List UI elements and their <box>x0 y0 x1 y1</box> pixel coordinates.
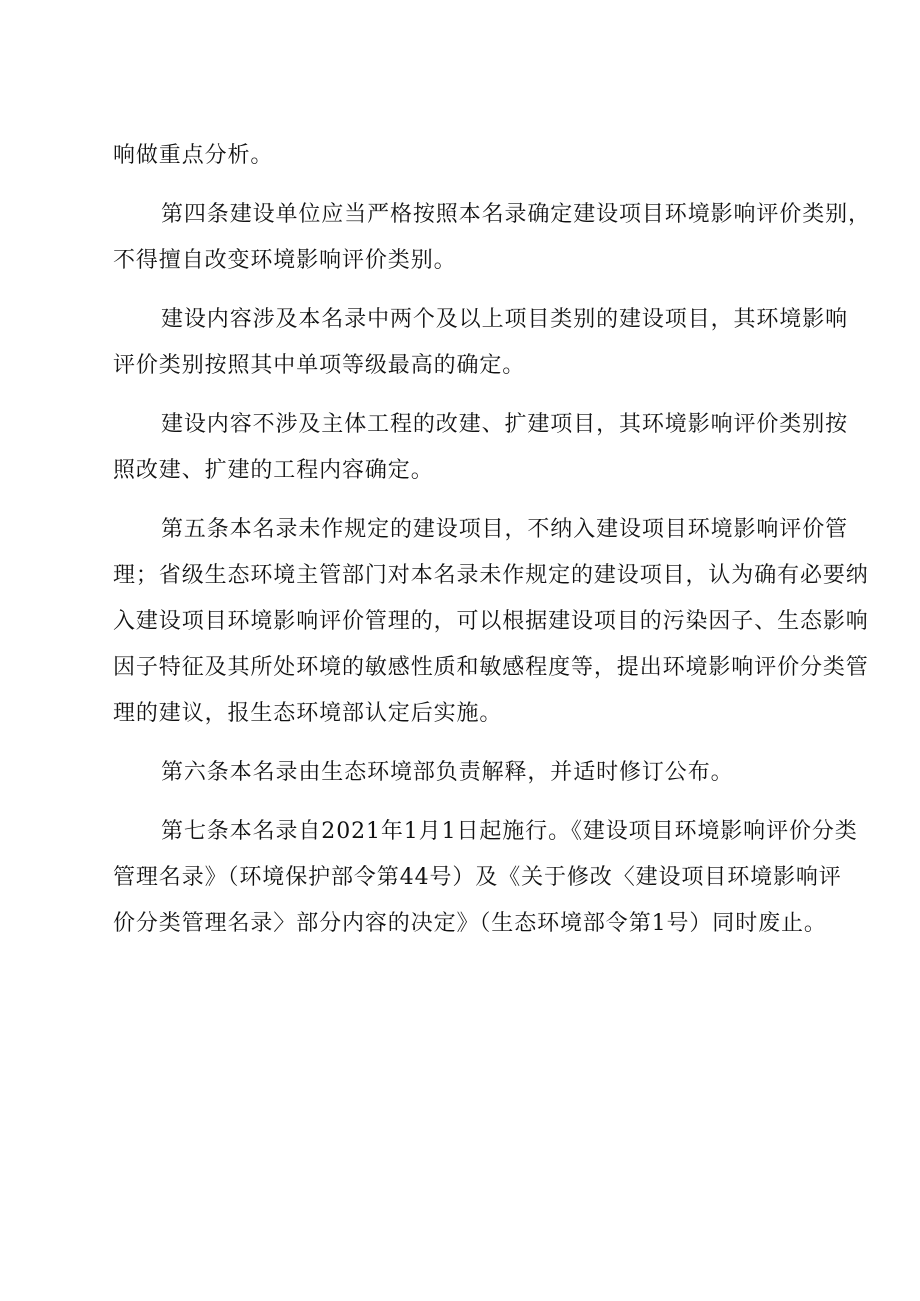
text-line: 评价类别按照其中单项等级最高的确定。 <box>113 353 526 378</box>
text-line: 因子特征及其所处环境的敏感性质和敏感程度等，提出环境影响评价分类管 <box>113 655 869 680</box>
paragraph-multi-category <box>113 297 849 389</box>
text-line: 第四条建设单位应当严格按照本名录确定建设项目环境影响评价类别， <box>161 202 871 227</box>
text-line: 入建设项目环境影响评价管理的，可以根据建设项目的污染因子、生态影响 <box>113 609 869 634</box>
paragraph-non-main-works <box>113 402 849 494</box>
document-body <box>113 133 871 947</box>
text-line: 第六条本名录由生态环境部负责解释，并适时修订公布。 <box>161 760 734 785</box>
text-line: 价分类管理名录〉部分内容的决定》（生态环境部令第1号）同时废止。 <box>113 911 827 936</box>
text-line: 理；省级生态环境主管部门对本名录未作规定的建设项目，认为确有必要纳 <box>113 563 869 588</box>
text-line: 理的建议，报生态环境部认定后实施。 <box>113 701 503 726</box>
paragraph-article-4 <box>113 192 871 284</box>
paragraph-continuation <box>113 133 813 179</box>
text-line: 管理名录》（环境保护部令第44号）及《关于修改〈建设项目环境影响评 <box>113 865 842 890</box>
paragraph-article-5 <box>113 507 869 737</box>
text-line: 照改建、扩建的工程内容确定。 <box>113 458 434 483</box>
text-line: 第五条本名录未作规定的建设项目，不纳入建设项目环境影响评价管 <box>161 517 849 542</box>
text-line: 响做重点分析。 <box>113 143 274 168</box>
text-line: 第七条本名录自2021年1月1日起施行。《建设项目环境影响评价分类 <box>161 819 858 844</box>
paragraph-article-6 <box>113 750 813 796</box>
text-line: 不得擅自改变环境影响评价类别。 <box>113 248 457 273</box>
text-line: 建设内容不涉及主体工程的改建、扩建项目，其环境影响评价类别按 <box>161 412 849 437</box>
paragraph-article-7 <box>113 809 858 947</box>
text-line: 建设内容涉及本名录中两个及以上项目类别的建设项目，其环境影响 <box>161 307 849 332</box>
